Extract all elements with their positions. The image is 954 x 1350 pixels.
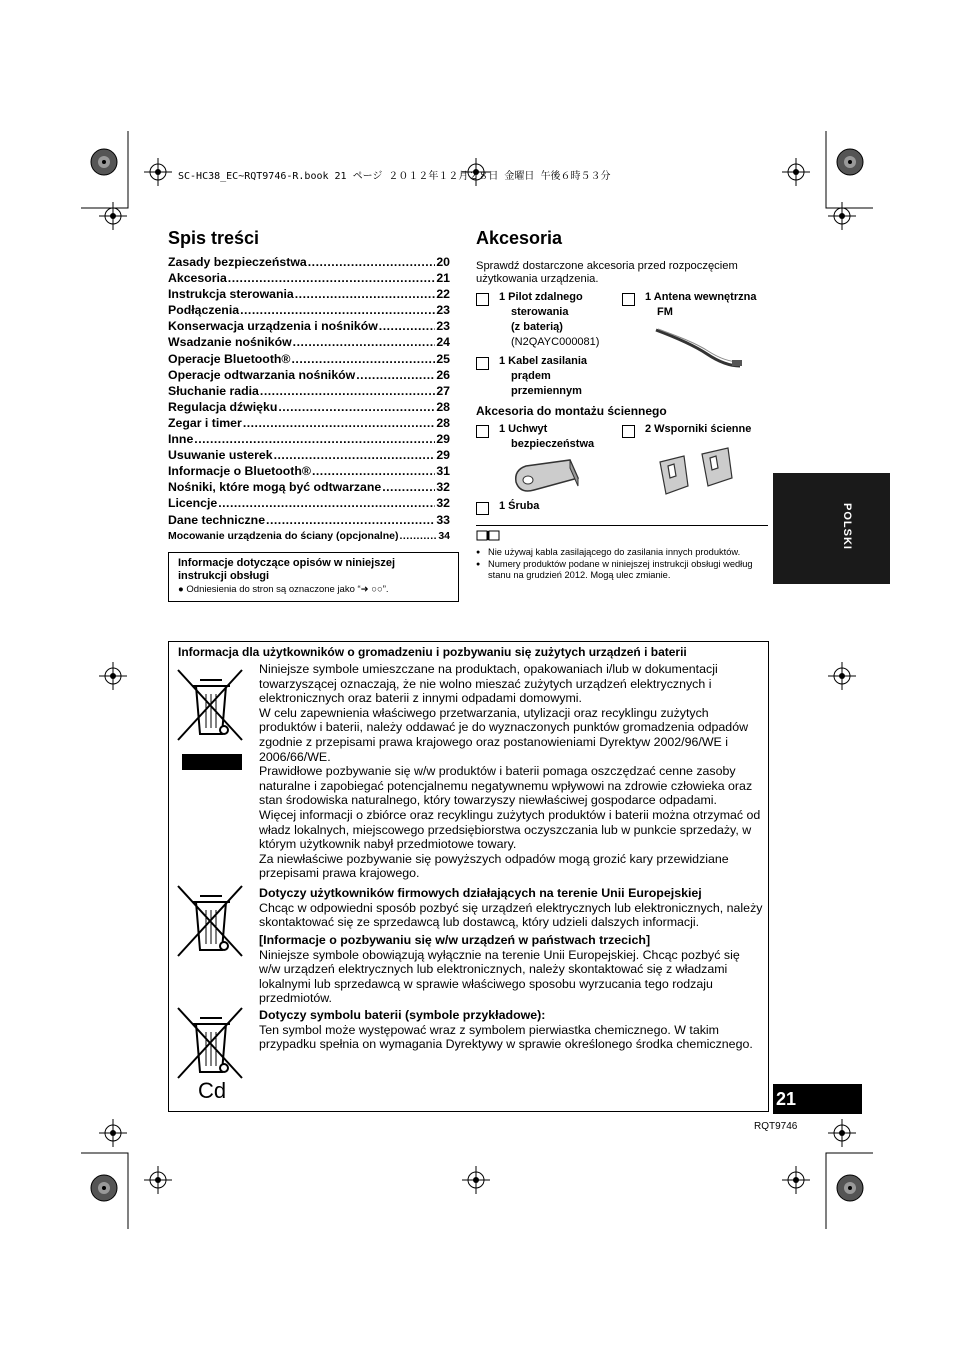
toc-item-label: Inne bbox=[168, 432, 194, 447]
toc-leader bbox=[274, 447, 436, 463]
crossed-bin-icon bbox=[176, 664, 246, 774]
info-box bbox=[168, 552, 459, 602]
toc-leader bbox=[295, 286, 436, 302]
business-users-section: Dotyczy użytkowników firmowych działających na terenie Unii Europejskiej Chcąc w odpowiedni sposób pozbyć się urządzeń elektrycznych lub elektronicznych, należy skontaktować się ze sprzedawcą lub dostawcą, który udzieli dalszych informacji. bbox=[259, 886, 763, 930]
toc-item-label: Podłączenia bbox=[168, 303, 240, 318]
toc-leader bbox=[240, 302, 435, 318]
toc-item-label: Informacje o Bluetooth® bbox=[168, 464, 311, 479]
disposal-text: Niniejsze symbole umieszczane na produktach, opakowaniach i/lub w dokumentacji towarzyszącej oznaczają, że nie wolno mieszać zużytych urządzeń elektrycznych i elektronicznych oraz baterii z innymi odpadami domowymi. W celu zapewnienia właściwego przetwarzania, utylizacji oraz recyklingu zużytych produktów i baterii, należy oddawać je do wyznaczonych punktów gromadzenia odpadów zgodnie z przepisami prawa krajowego oraz postanowieniami Dyrektyw 2002/96/WE i 2006/66/WE. Prawidłowe pozbywanie się w/w produktów i baterii pomaga oszczędzać cenne zasoby naturalne i zapobiegać potencjalnemu negatywnemu wpływowi na zdrowie człowieka oraz stan środowiska naturalnego, który towarzyszy niewłaściwej gospodarce odpadami. Więcej informacji o zbiórce oraz recyklingu zużytych produktów i baterii można otrzymać od władz lokalnych, miejscowego przedsiębiorstwa oczyszczania lub w punkcie sprzedaży, w którym użytkownik nabył przedmiotowe towary. Za niewłaściwe pozbywanie się powyższych odpadów mogą grozić kary przewidziane przepisami prawa krajowego. bbox=[259, 662, 761, 881]
accessories-notes bbox=[476, 547, 766, 582]
toc-item[interactable] bbox=[168, 528, 450, 544]
toc-item[interactable] bbox=[168, 286, 450, 302]
table-of-contents bbox=[168, 254, 450, 544]
item-holder: 1 Uchwyt bezpieczeństwa bbox=[499, 423, 595, 450]
toc-item-label: Usuwanie usterek bbox=[168, 448, 273, 463]
toc-item-label: Instrukcja sterowania bbox=[168, 287, 294, 302]
toc-item-label: Operacje odtwarzania nośników bbox=[168, 367, 356, 382]
toc-item-page: 32 bbox=[436, 480, 450, 495]
toc-item-label: Nośniki, które mogą być odtwarzane bbox=[168, 480, 382, 495]
item-power-cable: 1 Kabel zasilania prądem przemiennym bbox=[499, 355, 588, 397]
toc-item-page: 22 bbox=[436, 287, 450, 302]
toc-leader bbox=[379, 318, 436, 334]
toc-leader bbox=[218, 495, 435, 511]
toc-item[interactable] bbox=[168, 447, 450, 463]
toc-item-page: 21 bbox=[436, 271, 450, 286]
toc-leader bbox=[312, 463, 435, 479]
item-brackets: 2 Wsporniki ścienne bbox=[645, 423, 752, 435]
toc-leader bbox=[356, 367, 435, 383]
toc-item[interactable] bbox=[168, 495, 450, 511]
toc-leader bbox=[382, 479, 435, 495]
toc-item[interactable] bbox=[168, 383, 450, 399]
toc-item-label: Wsadzanie nośników bbox=[168, 335, 292, 350]
toc-item-label: Dane techniczne bbox=[168, 512, 266, 527]
battery-section: Dotyczy symbolu baterii (symbole przykładowe): Ten symbol może występować wraz z symbolem pierwiastka chemicznego. W takim przypadku spełnia on wymagania Dyrektywy w sprawie określonego środka chemicznego. bbox=[259, 1008, 753, 1052]
toc-item[interactable] bbox=[168, 479, 450, 495]
toc-item-page: 29 bbox=[436, 448, 450, 463]
toc-item-page: 31 bbox=[436, 464, 450, 479]
toc-item-label: Licencje bbox=[168, 496, 218, 511]
toc-item[interactable] bbox=[168, 463, 450, 479]
toc-item-label: Konserwacja urządzenia i nośników bbox=[168, 319, 378, 334]
accessories-title: Akcesoria bbox=[476, 228, 563, 248]
toc-title: Spis treści bbox=[168, 228, 260, 248]
file-header: SC-HC38_EC~RQT9746-R.book 21 ページ ２０１２年１２月２８日 金曜日 午後６時５３分 bbox=[178, 171, 611, 182]
toc-item[interactable] bbox=[168, 431, 450, 447]
toc-item-page: 29 bbox=[436, 432, 450, 447]
toc-leader bbox=[278, 399, 435, 415]
toc-leader bbox=[194, 431, 435, 447]
toc-item[interactable] bbox=[168, 415, 450, 431]
toc-item-page: 28 bbox=[436, 415, 450, 430]
toc-item[interactable] bbox=[168, 399, 450, 415]
toc-item[interactable] bbox=[168, 318, 450, 334]
toc-item-page: 20 bbox=[436, 255, 450, 269]
toc-leader bbox=[266, 512, 435, 528]
toc-item[interactable] bbox=[168, 334, 450, 350]
toc-item[interactable] bbox=[168, 270, 450, 286]
crossed-bin-battery-icon bbox=[176, 1006, 246, 1082]
toc-leader bbox=[308, 254, 436, 270]
notes-divider bbox=[476, 525, 768, 526]
toc-item-page: 23 bbox=[436, 303, 450, 318]
toc-leader bbox=[291, 351, 435, 367]
safety-holder-icon bbox=[512, 456, 584, 498]
toc-item-label: Zegar i timer bbox=[168, 415, 242, 430]
third-countries-section: [Informacje o pozbywaniu się w/w urządzeń w państwach trzecich] Niniejsze symbole obowiązują wyłącznie na terenie Unii Europejskiej. Chcąc pozbyć się w/w urządzeń elektrycznych lub elektronicznych, należy skontaktować się z władzami lokalnymi lub sprzedawcą w sprawie właściwego sposobu wyrzucania tego rodzaju przedmiotów. bbox=[259, 933, 740, 1006]
toc-item-page: 28 bbox=[436, 399, 450, 414]
page-number: 21 bbox=[773, 1084, 862, 1114]
checkbox-power-cable bbox=[476, 357, 489, 370]
toc-item-label: Regulacja dźwięku bbox=[168, 399, 278, 414]
wall-brackets-icon bbox=[654, 446, 742, 498]
toc-item-page: 24 bbox=[436, 335, 450, 350]
toc-item-page: 25 bbox=[436, 351, 450, 366]
checkbox-remote bbox=[476, 293, 489, 306]
wall-mount-heading: Akcesoria do montażu ściennego bbox=[476, 404, 667, 418]
toc-leader bbox=[243, 415, 436, 431]
chemical-symbol: Cd bbox=[198, 1078, 227, 1103]
toc-item-page: 33 bbox=[436, 512, 450, 527]
toc-item[interactable] bbox=[168, 302, 450, 318]
checkbox-screw bbox=[476, 502, 489, 515]
toc-item[interactable] bbox=[168, 512, 450, 528]
toc-item-page: 23 bbox=[436, 319, 450, 334]
info-box-title: Informacje dotyczące opisów w niniejszej instrukcji obsługi bbox=[178, 557, 396, 582]
toc-leader bbox=[293, 334, 436, 350]
toc-item-label: Zasady bezpieczeństwa bbox=[168, 255, 307, 269]
toc-item-label: Mocowanie urządzenia do ściany (opcjonalne) bbox=[168, 529, 399, 542]
disposal-title: Informacja dla użytkowników o gromadzeniu i pozbywaniu się zużytych urządzeń i baterii bbox=[178, 645, 687, 659]
toc-item[interactable] bbox=[168, 254, 450, 270]
toc-item-page: 32 bbox=[436, 496, 450, 511]
language-tab: POLSKI bbox=[773, 473, 890, 584]
toc-item-label: Akcesoria bbox=[168, 271, 227, 286]
crossed-bin-business-icon bbox=[176, 884, 246, 960]
toc-item-label: Operacje Bluetooth® bbox=[168, 351, 291, 366]
toc-leader bbox=[260, 383, 435, 399]
accessories-intro: Sprawdź dostarczone akcesoria przed rozpoczęciem użytkowania urządzenia. bbox=[476, 260, 738, 285]
toc-item[interactable] bbox=[168, 351, 450, 367]
book-note-icon bbox=[476, 529, 502, 541]
toc-item[interactable] bbox=[168, 367, 450, 383]
toc-item-page: 27 bbox=[436, 383, 450, 398]
item-remote: 1 Pilot zdalnego sterowania (z baterią) (N2QAYC000081) bbox=[499, 291, 600, 348]
info-box-note: ● Odniesienia do stron są oznaczone jako “➜ ○○”. bbox=[178, 584, 389, 595]
checkbox-brackets bbox=[622, 425, 635, 438]
checkbox-antenna bbox=[622, 293, 635, 306]
note-item: ● Nie używaj kabla zasilającego do zasilania innych produktów. bbox=[476, 547, 766, 559]
item-antenna: 1 Antena wewnętrzna FM bbox=[645, 291, 757, 318]
toc-item-label: Słuchanie radia bbox=[168, 383, 259, 398]
doc-code: RQT9746 bbox=[754, 1121, 798, 1132]
note-item: ● Numery produktów podane w niniejszej instrukcji obsługi według stanu na grudzień 2012. Mogą ulec zmianie. bbox=[476, 559, 766, 582]
toc-item-page: 26 bbox=[436, 367, 450, 382]
toc-item-page: 34 bbox=[438, 529, 450, 542]
checkbox-holder bbox=[476, 425, 489, 438]
toc-leader bbox=[399, 528, 437, 544]
toc-leader bbox=[228, 270, 436, 286]
item-screw: 1 Śruba bbox=[499, 500, 540, 512]
fm-antenna-icon bbox=[652, 326, 744, 370]
